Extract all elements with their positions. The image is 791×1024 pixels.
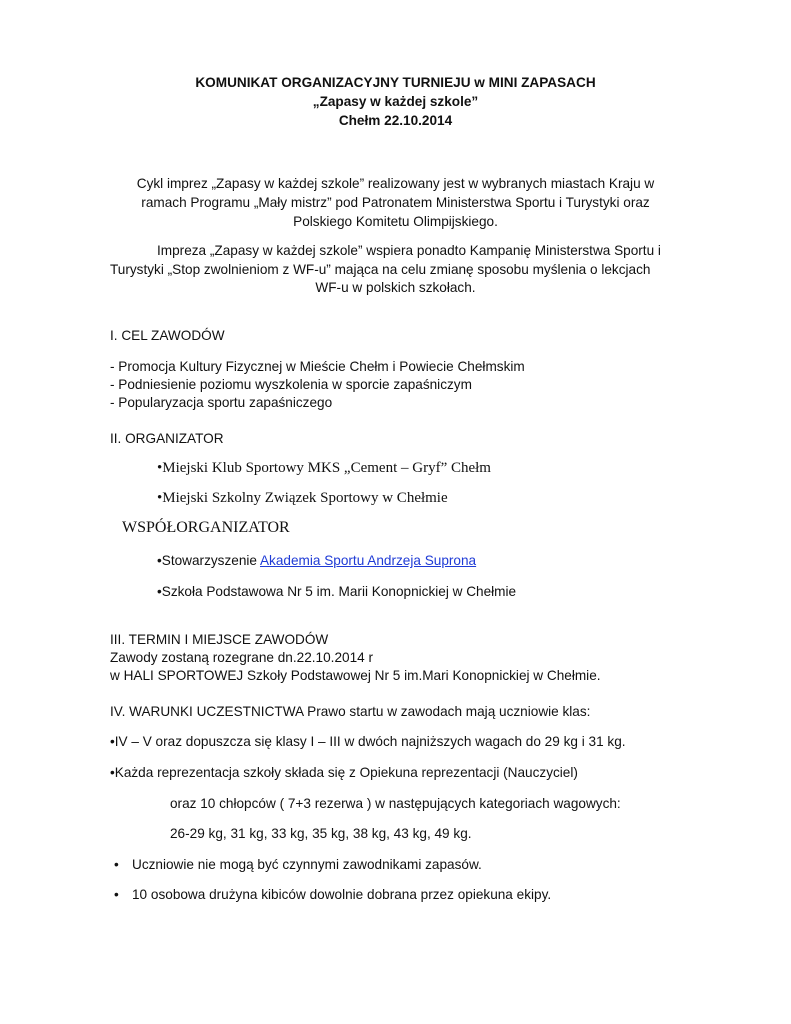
section-1-heading: I. CEL ZAWODÓW [110,328,225,343]
bullet-icon: • [114,887,119,902]
intro-paragraph-1-line-2: ramach Programu „Mały mistrz” pod Patronatem Ministerstwa Sportu i Turystyki oraz [141,195,650,210]
intro-paragraph-2-line-2: Turystyki „Stop zwolnieniom z WF-u” mająca na celu zmianę sposobu myślenia o lekcjach [110,262,651,277]
intro-paragraph-1-line-1: Cykl imprez „Zapasy w każdej szkole” realizowany jest w wybranych miastach Kraju w [136,176,655,191]
condition-item: •Każda reprezentacja szkoły składa się z Opiekuna reprezentacji (Nauczyciel) [110,765,578,780]
rule-item: Uczniowie nie mogą być czynnymi zawodnikami zapasów. [132,857,482,872]
goal-item: - Popularyzacja sportu zapaśniczego [110,395,333,410]
coorganizer-prefix: •Stowarzyszenie [157,553,260,568]
weight-categories: 26-29 kg, 31 kg, 33 kg, 35 kg, 38 kg, 43 kg, 49 kg. [170,826,472,841]
rule-item: 10 osobowa drużyna kibiców dowolnie dobrana przez opiekuna ekipy. [132,887,552,902]
condition-item-continuation: oraz 10 chłopców ( 7+3 rezerwa ) w następujących kategoriach wagowych: [170,796,621,811]
coorganizer-heading: WSPÓŁORGANIZATOR [122,519,290,536]
intro-paragraph-2-line-3: WF-u w polskich szkołach. [315,280,476,295]
organizer-item: •Miejski Szkolny Związek Sportowy w Chełmie [157,490,448,506]
coorganizer-item: •Szkoła Podstawowa Nr 5 im. Marii Konopnickiej w Chełmie [157,584,517,599]
section-3-line-2: w HALI SPORTOWEJ Szkoły Podstawowej Nr 5 im.Mari Konopnickiej w Chełmie. [110,668,601,683]
condition-item: •IV – V oraz dopuszcza się klasy I – III w dwóch najniższych wagach do 29 kg i 31 kg. [110,734,626,749]
organizer-item: •Miejski Klub Sportowy MKS „Cement – Gryf” Chełm [157,460,491,476]
section-3-line-1: Zawody zostaną rozegrane dn.22.10.2014 r [110,650,373,665]
goal-item: - Podniesienie poziomu wyszkolenia w sporcie zapaśniczym [110,377,472,392]
section-4-heading: IV. WARUNKI UCZESTNICTWA Prawo startu w zawodach mają uczniowie klas: [110,704,591,719]
coorganizer-item [157,552,476,570]
section-2-heading: II. ORGANIZATOR [110,431,224,446]
intro-paragraph-1-line-3: Polskiego Komitetu Olimpijskiego. [293,214,498,229]
document-place-date: Chełm 22.10.2014 [338,113,453,128]
intro-paragraph-2-line-1: Impreza „Zapasy w każdej szkole” wspiera ponadto Kampanię Ministerstwa Sportu i [157,243,661,258]
section-3-heading: III. TERMIN I MIEJSCE ZAWODÓW [110,632,329,647]
document-subtitle: „Zapasy w każdej szkole” [312,94,479,109]
bullet-icon: • [114,857,119,872]
goal-item: - Promocja Kultury Fizycznej w Mieście Chełm i Powiecie Chełmskim [110,359,525,374]
akademia-sportu-link[interactable]: Akademia Sportu Andrzeja Suprona [259,553,477,568]
document-title: KOMUNIKAT ORGANIZACYJNY TURNIEJU w MINI ZAPASACH [195,75,596,90]
